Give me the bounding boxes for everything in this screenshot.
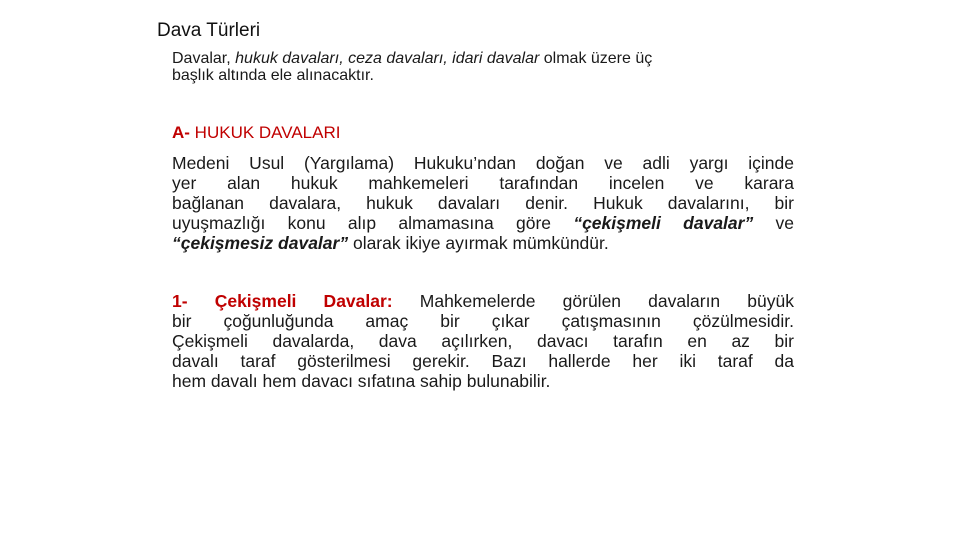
section-prefix: A-	[172, 123, 190, 142]
civil-cases-paragraph	[172, 153, 794, 253]
paragraph-text: olarak ikiye ayırmak mümkündür.	[348, 233, 609, 253]
section-title: HUKUK DAVALARI	[189, 123, 341, 142]
intro-text-end: olmak üzere üç	[539, 50, 653, 67]
paragraph-text: ve	[753, 213, 794, 233]
paragraph-text: uyuşmazlığı konu alıp almamasına göre	[172, 213, 574, 233]
paragraph-line: Medeni Usul (Yargılama) Hukuku’ndan doğan ve adli yargı içinde	[172, 153, 794, 173]
paragraph-line	[172, 213, 794, 233]
paragraph-line: hem davalı hem davacı sıfatına sahip bulunabilir.	[172, 371, 551, 391]
contentious-cases-paragraph	[172, 291, 794, 391]
paragraph-line: bir çoğunluğunda amaç bir çıkar çatışmasının çözülmesidir.	[172, 311, 794, 331]
contentious-cases-term: “çekişmeli davalar”	[573, 213, 754, 233]
paragraph-line	[172, 291, 794, 311]
paragraph-text: Mahkemelerde görülen davaların büyük	[392, 291, 794, 311]
section-heading	[172, 123, 340, 143]
paragraph-line: davalı taraf gösterilmesi gerekir. Bazı hallerde her iki taraf da	[172, 351, 794, 371]
intro-line-2: başlık altında ele alınacaktır.	[172, 67, 374, 84]
subsection-heading: 1- Çekişmeli Davalar:	[172, 291, 393, 311]
intro-text-start: Davalar,	[172, 50, 236, 67]
intro-line-1	[172, 50, 782, 67]
slide-title: Dava Türleri	[157, 20, 261, 41]
paragraph-line: yer alan hukuk mahkemeleri tarafından incelen ve karara	[172, 173, 794, 193]
intro-paragraph	[172, 50, 782, 84]
paragraph-line: Çekişmeli davalarda, dava açılırken, davacı tarafın en az bir	[172, 331, 794, 351]
intro-case-types: hukuk davaları, ceza davaları, idari davalar	[235, 50, 540, 67]
paragraph-line: bağlanan davalara, hukuk davaları denir. Hukuk davalarını, bir	[172, 193, 794, 213]
paragraph-line	[172, 233, 794, 253]
non-contentious-cases-term: “çekişmesiz davalar”	[172, 233, 349, 253]
